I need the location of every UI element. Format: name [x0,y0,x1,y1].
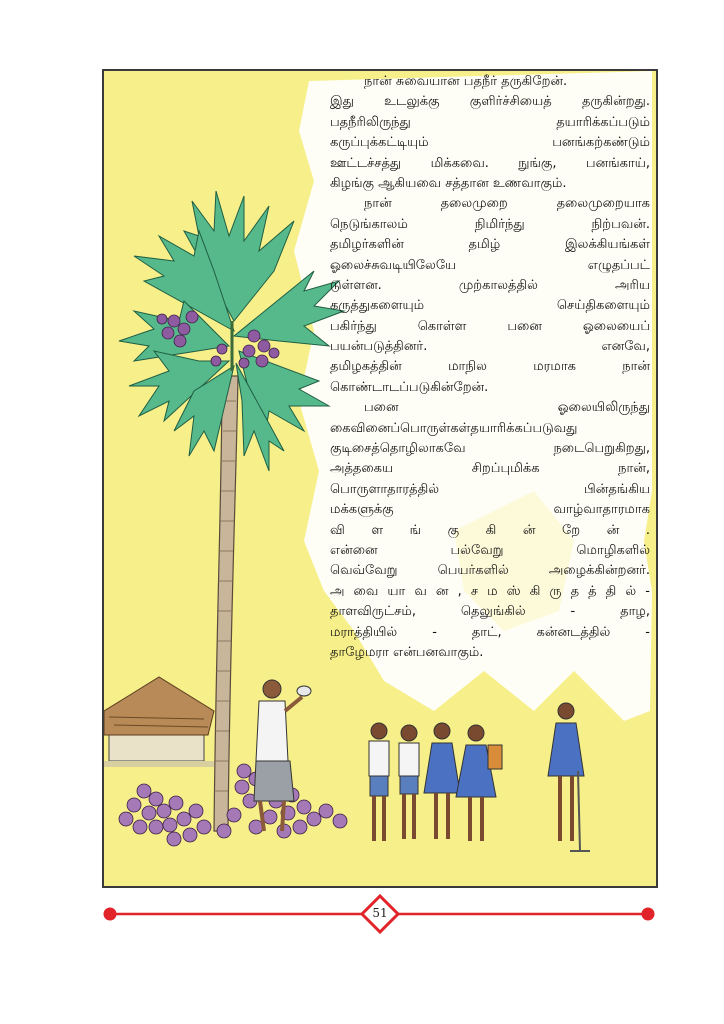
footer-dot-right [642,908,655,921]
text-line: கைவினைப்பொருள்கள்தயாரிக்கப்படுவது [330,420,578,436]
text-line: தமிழகத்தின் மாநில மரமாக நான் [330,359,650,375]
page-number: 51 [372,906,388,920]
text-line: என்னை பல்வேறு மொழிகளில் [330,542,650,558]
text-line: இது உடலுக்கு குளிர்ச்சியைத் தருகின்றது. [330,94,650,110]
children-group [369,703,590,851]
text-line: மராத்தியில் - தாட், கன்னடத்தில் - [330,624,650,640]
text-line: பொருளாதாரத்தில் பின்தங்கிய [330,481,650,497]
palm-trunk [214,376,238,831]
text-line: கொண்டாடப்படுகின்றேன். [330,379,489,395]
text-line: பனை ஓலையிலிருந்து [364,400,650,416]
paragraph-2 [330,194,650,398]
text-line: நெடுங்காலம் நிமிர்ந்து நிற்பவன். [330,216,650,232]
text-line: பதநீரிலிருந்து தயாரிக்கப்படும் [330,114,650,130]
text-line: ஓலைச்சுவடியிலேயே எழுதப்பட் [330,257,650,273]
palm-fruit-piles [119,764,347,846]
hut [104,677,214,767]
text-line: தாளவிருட்சம், தெலுங்கில் - தாழ, [330,604,650,620]
text-line: குடிசைத்தொழிலாகவே நடைபெறுகிறது, [330,441,650,457]
text-line: வெவ்வேறு பெயர்களில் அழைக்கின்றனர். [330,563,650,579]
text-line: தமிழர்களின் தமிழ் இலக்கியங்கள் [330,237,650,253]
text-line: கருத்துகளையும் செய்திகளையும் [330,298,650,314]
text-line: பகிர்ந்து கொள்ள பனை ஓலையைப் [330,318,650,334]
text-line: ஊட்டச்சத்து மிக்கவை. நுங்கு, பனங்காய், [330,155,650,171]
paragraph-3 [330,398,650,663]
text-line: அ வை யா வ ன , ச ம ஸ் கி ரு த த் தி ல் - [330,583,650,599]
text-line: வி ள ங் கு கி ன் றே ன் . [330,522,650,538]
text-line: நான் தலைமுறை தலைமுறையாக [364,196,650,212]
paragraph-1 [330,72,650,194]
body-text [330,72,650,663]
illustration-panel [102,69,658,888]
text-line: பயன்படுத்தினர். எனவே, [330,339,650,355]
text-line: டுள்ளன. முற்காலத்தில் அரிய [330,277,650,293]
text-line: நான் சுவையான பதநீர் தருகிறேன். [364,74,568,89]
text-line: தாழேமரா என்பனவாகும். [330,644,484,660]
footer-dot-left [104,908,117,921]
text-line: அத்தகைய சிறப்புமிக்க நான், [330,461,650,477]
text-line: மக்களுக்கு வாழ்வாதாரமாக [330,502,650,518]
text-line: கிழங்கு ஆகியவை சத்தான உணவாகும். [330,175,567,191]
text-line: கருப்புக்கட்டியும் பனங்கற்கண்டும் [330,135,650,151]
